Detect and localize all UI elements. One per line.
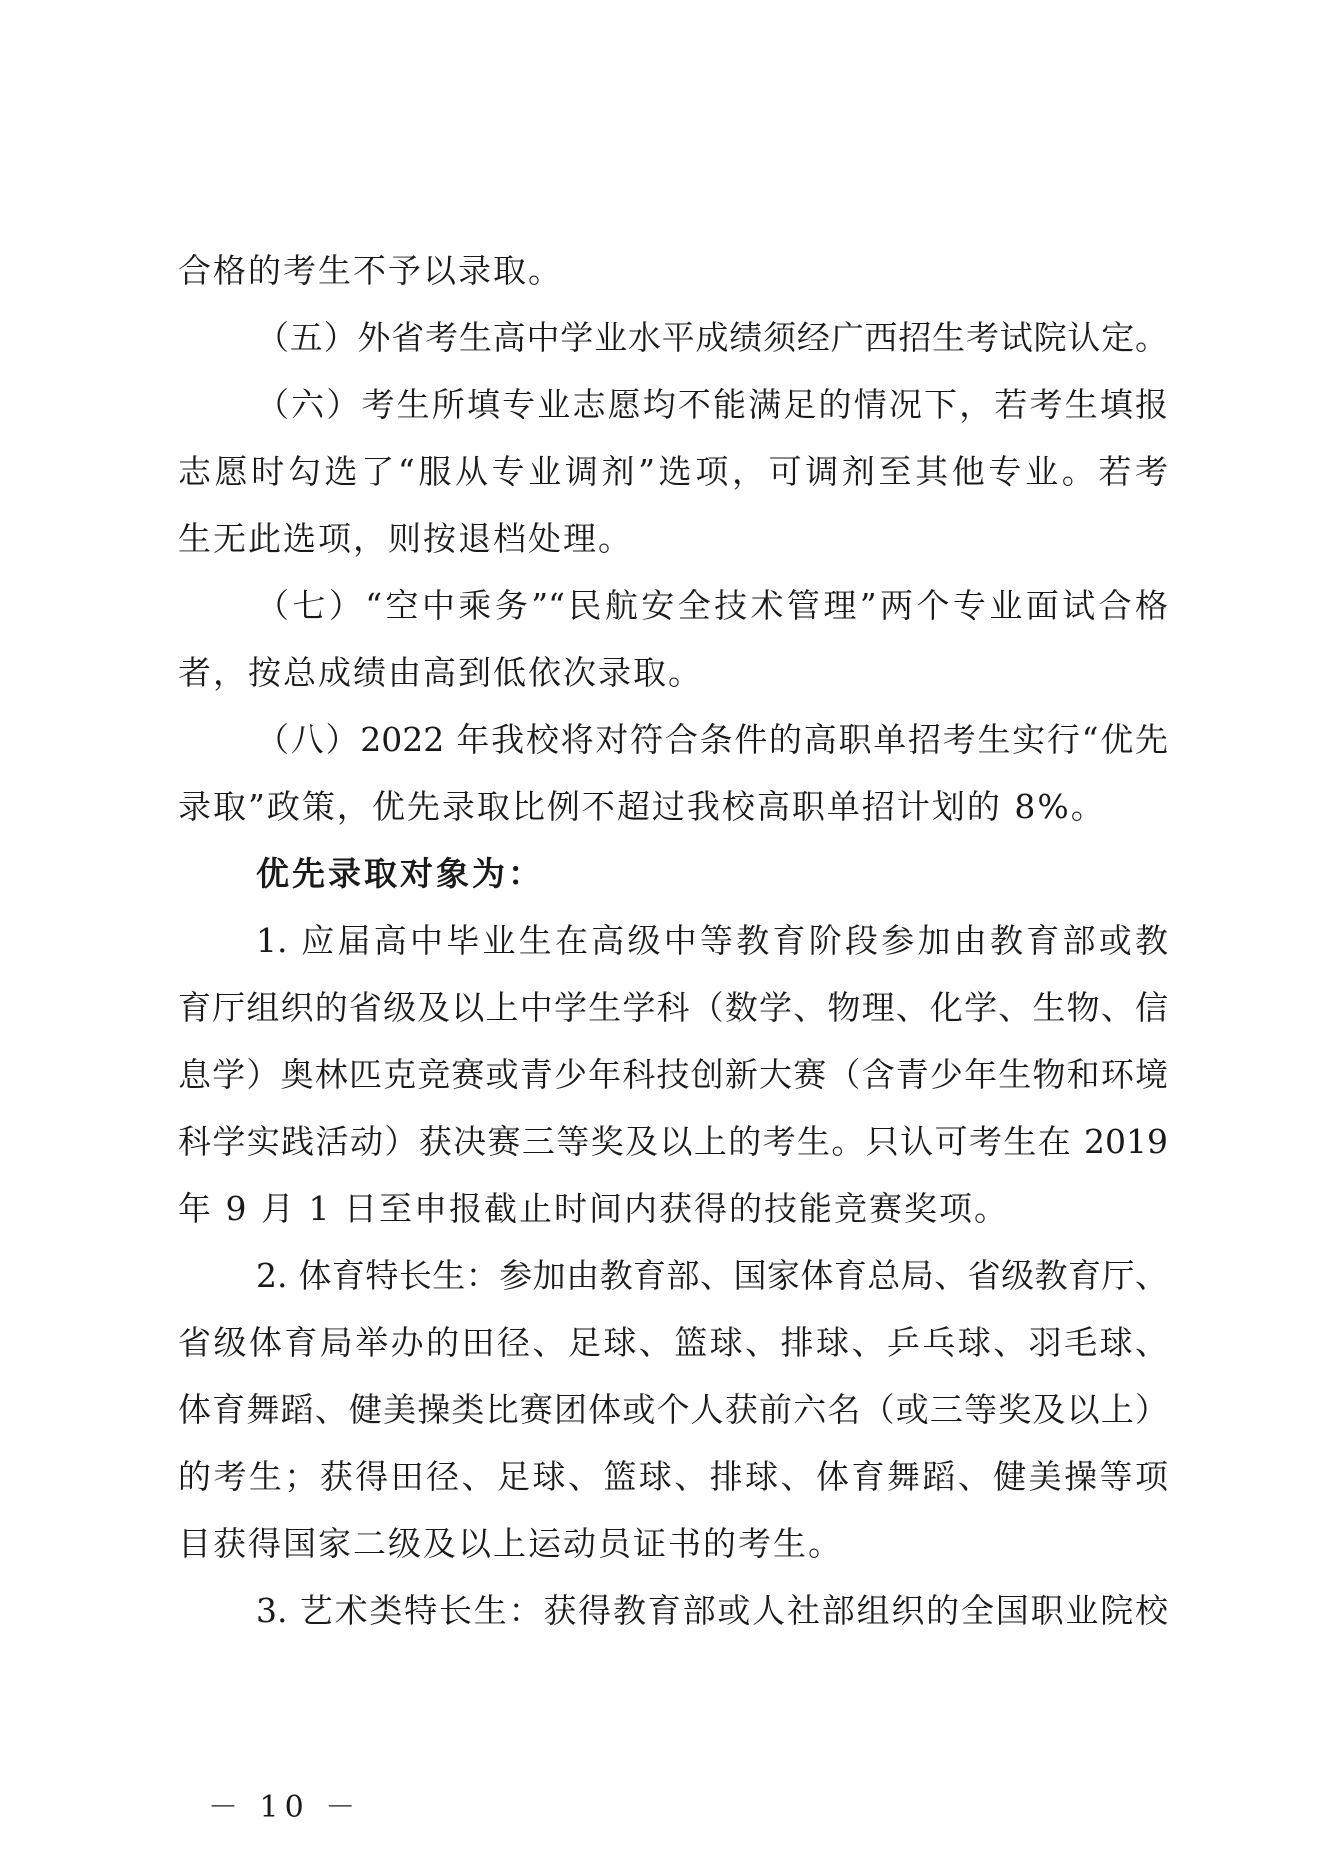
paragraph-line: （五）外省考生高中学业水平成绩须经广西招生考试院认定。 [256,318,1168,357]
paragraph-line: （七）“空中乘务”“民航安全技术管理”两个专业面试合格 [256,586,1168,625]
paragraph-line: 目获得国家二级及以上运动员证书的考生。 [178,1524,843,1563]
paragraph-line: 3. 艺术类特长生：获得教育部或人社部组织的全国职业院校 [256,1591,1168,1630]
paragraph-line: 年 9 月 1 日至申报截止时间内获得的技能竞赛奖项。 [178,1189,1009,1228]
paragraph-line: 志愿时勾选了“服从专业调剂”选项，可调剂至其他专业。若考 [178,452,1168,491]
section-heading: 优先录取对象为： [256,854,544,893]
paragraph-line: 育厅组织的省级及以上中学生学科（数学、物理、化学、生物、信 [178,988,1168,1027]
paragraph-line: 的考生；获得田径、足球、篮球、排球、体育舞蹈、健美操等项 [178,1457,1168,1496]
paragraph-line: （六）考生所填专业志愿均不能满足的情况下，若考生填报 [256,385,1168,424]
paragraph-line: 2. 体育特长生：参加由教育部、国家体育总局、省级教育厅、 [256,1256,1168,1295]
page-number: － 10 － [208,1790,362,1825]
paragraph-line: 省级体育局举办的田径、足球、篮球、排球、乒乓球、羽毛球、 [178,1323,1168,1362]
paragraph-line: （八）2022 年我校将对符合条件的高职单招考生实行“优先 [256,720,1168,759]
paragraph-line: 1. 应届高中毕业生在高级中等教育阶段参加由教育部或教 [256,921,1168,960]
paragraph-line: 生无此选项，则按退档处理。 [178,519,633,558]
paragraph-line: 录取”政策，优先录取比例不超过我校高职单招计划的 8%。 [178,787,1106,826]
paragraph-line: 者，按总成绩由高到低依次录取。 [178,653,703,692]
paragraph-line: 体育舞蹈、健美操类比赛团体或个人获前六名（或三等奖及以上） [178,1390,1168,1429]
paragraph-line: 息学）奥林匹克竞赛或青少年科技创新大赛（含青少年生物和环境 [178,1055,1168,1094]
paragraph-line: 合格的考生不予以录取。 [178,251,563,290]
paragraph-line: 科学实践活动）获决赛三等奖及以上的考生。只认可考生在 2019 [178,1122,1168,1161]
